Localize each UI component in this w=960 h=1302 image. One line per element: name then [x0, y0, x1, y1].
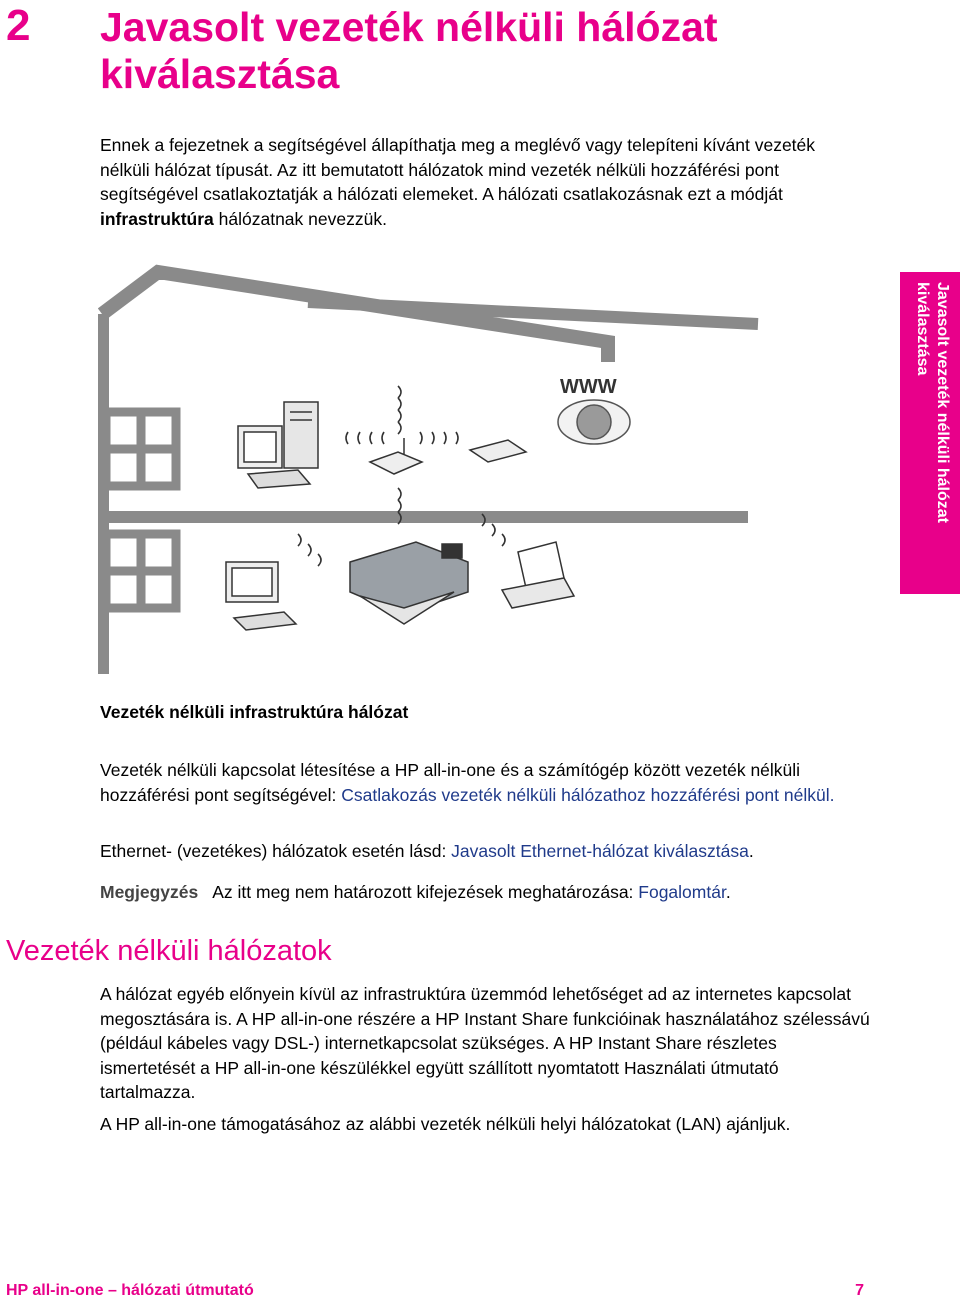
- para2-text: Ethernet- (vezetékes) hálózatok esetén lásd:: [100, 841, 452, 861]
- side-tab-text: Javasolt vezeték nélküli hálózat kiválasztása: [914, 282, 951, 523]
- paragraph-wireless-connection: [100, 758, 860, 807]
- section-paragraph-1: A hálózat egyéb előnyein kívül az infrastruktúra üzemmód lehetőséget ad az internetes kapcsolat megosztására is. A HP all-in-one részére a HP Instant Share funkcióinak használatához szélessávú (például kábeles vagy DSL-) internetkapcsolat szükséges. A HP Instant Share részletes ismertetését a HP all-in-one készülékkel együtt szállított nyomtatott Használati útmutató tartalmazza.: [100, 984, 870, 1102]
- desktop-computer-icon: [238, 402, 318, 488]
- note-end: .: [725, 882, 731, 902]
- lower-desktop-computer-icon: [226, 562, 296, 630]
- window-upper: [106, 412, 176, 486]
- intro-text: Ennek a fejezetnek a segítségével állapíthatja meg a meglévő vagy telepíteni kívánt vezeték nélküli hálózat típusát. Az itt bemutatott hálózatok mind vezeték nélküli hozzáférési pont segítségével csatlakoztatják a hálózati elemeket. A hálózati csatlakozásnak ezt a módját: [100, 135, 816, 204]
- note: [100, 880, 731, 905]
- router-icon: [370, 438, 422, 474]
- window-lower: [106, 534, 176, 608]
- page-number: 7: [855, 1282, 864, 1299]
- link-glossary[interactable]: Fogalomtár: [638, 882, 726, 902]
- chapter-title: Javasolt vezeték nélküli hálózat kiválasztása: [100, 4, 718, 97]
- link-connect-without-ap[interactable]: Csatlakozás vezeték nélküli hálózathoz hozzáférési pont nélkül.: [341, 784, 835, 805]
- page-footer: [6, 1282, 864, 1300]
- footer-title: HP all-in-one – hálózati útmutató: [6, 1282, 254, 1299]
- modem-icon: [470, 440, 526, 462]
- section-heading: Vezeték nélküli hálózatok: [6, 935, 332, 967]
- note-label: Megjegyzés: [100, 882, 199, 902]
- intro-bold-term: infrastruktúra: [100, 208, 214, 229]
- printer-icon: [350, 542, 468, 624]
- link-ethernet-network[interactable]: Javasolt Ethernet-hálózat kiválasztása: [451, 841, 749, 861]
- figure-caption: Vezeték nélküli infrastruktúra hálózat: [100, 702, 409, 722]
- para2-end: .: [748, 841, 754, 861]
- chapter-side-tab: [900, 272, 960, 594]
- network-house-illustration: [98, 262, 760, 682]
- intro-text-end: hálózatnak nevezzük.: [213, 208, 387, 229]
- paragraph-ethernet: [100, 839, 754, 864]
- laptop-icon: [502, 542, 574, 608]
- section-paragraph-2: A HP all-in-one támogatásához az alábbi vezeték nélküli helyi hálózatokat (LAN) ajánljuk.: [100, 1114, 791, 1134]
- www-label: WWW: [560, 376, 617, 398]
- para1-text: Vezeték nélküli kapcsolat létesítése a HP all-in-one és a számítógép között vezeték nélküli hozzáférési pont segítségével:: [100, 760, 801, 805]
- wireless-waves: [298, 386, 505, 566]
- chapter-number: 2: [6, 1, 31, 50]
- note-text: Az itt meg nem határozott kifejezések meghatározása:: [212, 882, 639, 902]
- intro-paragraph: [100, 133, 860, 231]
- internet-cloud-icon: [558, 400, 630, 444]
